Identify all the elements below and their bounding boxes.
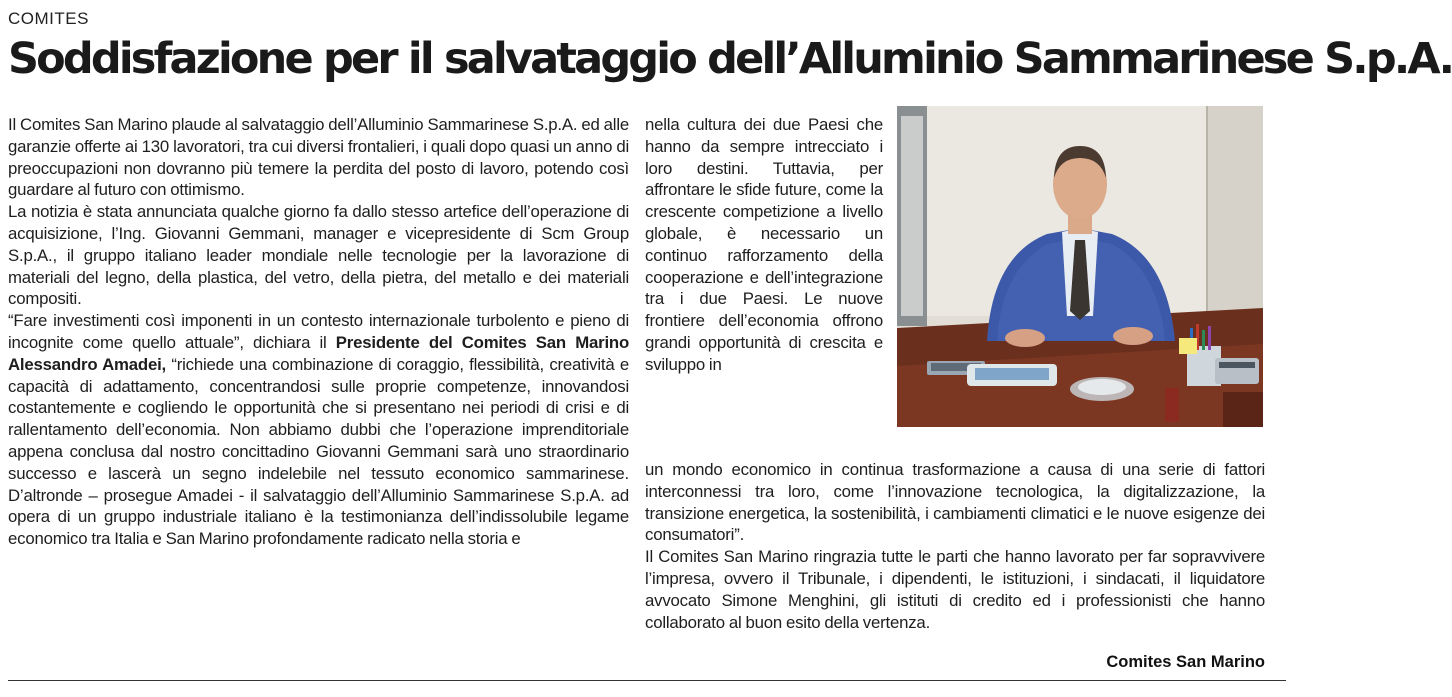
- quote-body: “richiede una combinazione di coraggio, flessibilità, creatività e capacità di adattamento, concentrandosi sulle proprie competenze, innovandosi costantemente e cogliendo le opportunità che si presentano nei periodi di crisi e di rallentamento dell’economia. Non abbiamo dubbi che l’operazione imprenditoriale appena conclusa dal nostro concittadino Giovanni Gemmani sarà uno straordinario successo e lascerà un segno indelebile nel tessuto economico sammarinese. D’altronde – prosegue Amadei - il salvataggio dell’Alluminio Sammarinese S.p.A. ad opera di un gruppo industriale italiano è la testimonianza dell’indissolubile legame economico tra Italia e San Marino profondamente radicato nella storia e: [8, 354, 629, 549]
- signature: Comites San Marino: [1106, 653, 1265, 671]
- bottom-rule: [8, 680, 1286, 681]
- section-label: COMITES: [8, 9, 89, 28]
- president-name: Presidente del Comites San Marino Alessandro Amadei,: [8, 332, 630, 374]
- article-column-2: [645, 114, 883, 376]
- article-column-1: [8, 114, 629, 550]
- paragraph-3: [8, 310, 629, 550]
- headline: Soddisfazione per il salvataggio dell’Alluminio Sammarinese S.p.A.: [8, 34, 1452, 84]
- paragraph-1: Il Comites San Marino plaude al salvataggio dell’Alluminio Sammarinese S.p.A. ed alle garanzie offerte ai 130 lavoratori, tra cui diversi frontalieri, i quali dopo quasi un anno di preoccupazioni non dovranno più temere la perdita del posto di lavoro, potendo così guardare al futuro con ottimismo.: [8, 115, 629, 200]
- paragraph-4: un mondo economico in continua trasformazione a causa di una serie di fattori interconnessi tra loro, come l’innovazione tecnologica, la digitalizzazione, la transizione energetica, la sostenibilità, i cambiamenti climatici e le nuove esigenze dei consumatori”.: [645, 460, 1265, 545]
- quote-intro: “Fare investimenti così imponenti in un contesto internazionale turbolento e pieno di incognite come quello attuale”, dichiara il: [8, 311, 629, 352]
- article-photo: [897, 106, 1263, 427]
- paragraph-5: Il Comites San Marino ringrazia tutte le parti che hanno lavorato per far sopravvivere l’impresa, ovvero il Tribunale, i dipendenti, le istituzioni, i sindacati, il liquidatore avvocato Simone Menghini, gli istituti di credito ed i professionisti che hanno collaborato al buon esito della vertenza.: [645, 547, 1265, 632]
- article-column-3: [645, 459, 1265, 633]
- paragraph-2: La notizia è stata annunciata qualche giorno fa dallo stesso artefice dell’operazione di acquisizione, l’Ing. Giovanni Gemmani, manager e vicepresidente di Scm Group S.p.A., il gruppo italiano leader mondiale nelle tecnologie per la lavorazione di materiali del legno, della plastica, del vetro, della pietra, del metallo e dei materiali compositi.: [8, 202, 629, 309]
- paragraph-continuation: nella cultura dei due Paesi che hanno da sempre intrecciato i loro destini. Tuttavia, per affrontare le sfide future, come la crescente competizione a livello globale, è necessario un continuo rafforzamento della cooperazione e dell’integrazione tra i due Paesi. Le nuove frontiere dell’economia offrono grandi opportunità di crescita e sviluppo in: [645, 115, 883, 374]
